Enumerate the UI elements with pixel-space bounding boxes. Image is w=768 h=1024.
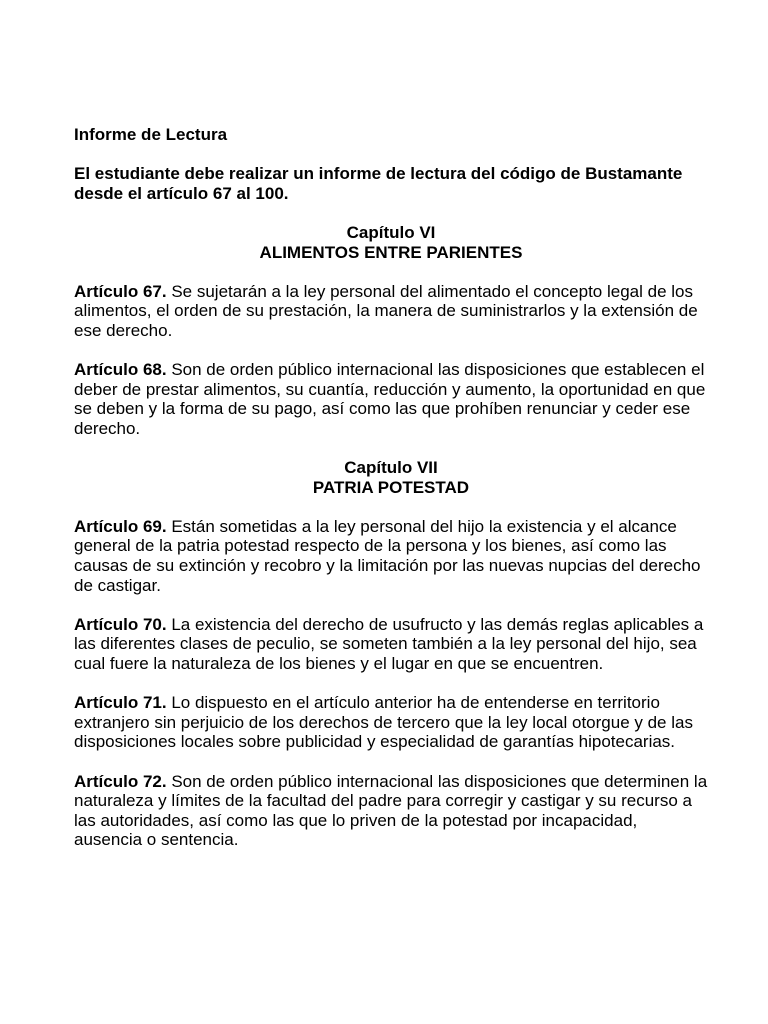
article-text: Lo dispuesto en el artículo anterior ha de entenderse en territorio extranjero sin perjuicio de los derechos de tercero que la ley local otorgue y de las disposiciones locales sobre publicidad y especialidad de garantías hipotecarias. (74, 693, 693, 752)
article-label: Artículo 70. (74, 614, 167, 634)
article-paragraph (74, 282, 708, 341)
article-paragraph (74, 772, 708, 850)
chapter-number: Capítulo VI (346, 222, 436, 242)
chapter-title: ALIMENTOS ENTRE PARIENTES (259, 242, 523, 262)
article-label: Artículo 69. (74, 516, 167, 536)
article-text: La existencia del derecho de usufructo y las demás reglas aplicables a las diferentes clases de peculio, se someten también a la ley personal del hijo, sea cual fuere la naturaleza de los bienes y el lugar en que se encuentren. (74, 614, 704, 674)
article-paragraph (74, 615, 708, 674)
article-paragraph (74, 517, 708, 595)
article-label: Artículo 72. (74, 771, 167, 791)
article-paragraph (74, 360, 708, 438)
article-paragraph (74, 693, 708, 752)
article-text: Se sujetarán a la ley personal del alimentado el concepto legal de los alimentos, el orden de su prestación, la manera de suministrarlos y la extensión de ese derecho. (74, 281, 698, 340)
article-text: Son de orden público internacional las disposiciones que determinen la naturaleza y límites de la facultad del padre para corregir y castigar y su recurso a las autoridades, así como las que lo priven de la potestad por incapacidad, ausencia o sentencia. (74, 771, 708, 850)
chapter-heading (74, 458, 708, 497)
article-text: Son de orden público internacional las disposiciones que establecen el deber de prestar alimentos, su cuantía, reducción y aumento, la oportunidad en que se deben y la forma de su pago, así como las que prohíben renunciar y ceder ese derecho. (74, 360, 706, 438)
article-label: Artículo 68. (74, 360, 167, 380)
article-label: Artículo 67. (74, 281, 167, 301)
chapter-number: Capítulo VII (344, 458, 438, 478)
document-intro: El estudiante debe realizar un informe de lectura del código de Bustamante desde el artículo 67 al 100. (74, 164, 683, 203)
document-title: Informe de Lectura (74, 125, 228, 144)
article-text: Están sometidas a la ley personal del hijo la existencia y el alcance general de la patria potestad respecto de la persona y los bienes, así como las causas de su extinción y recobro y la limitación por las nuevas nupcias del derecho de castigar. (74, 516, 701, 595)
article-label: Artículo 71. (74, 693, 167, 713)
chapter-title: PATRIA POTESTAD (312, 477, 470, 497)
chapter-heading (74, 223, 708, 262)
